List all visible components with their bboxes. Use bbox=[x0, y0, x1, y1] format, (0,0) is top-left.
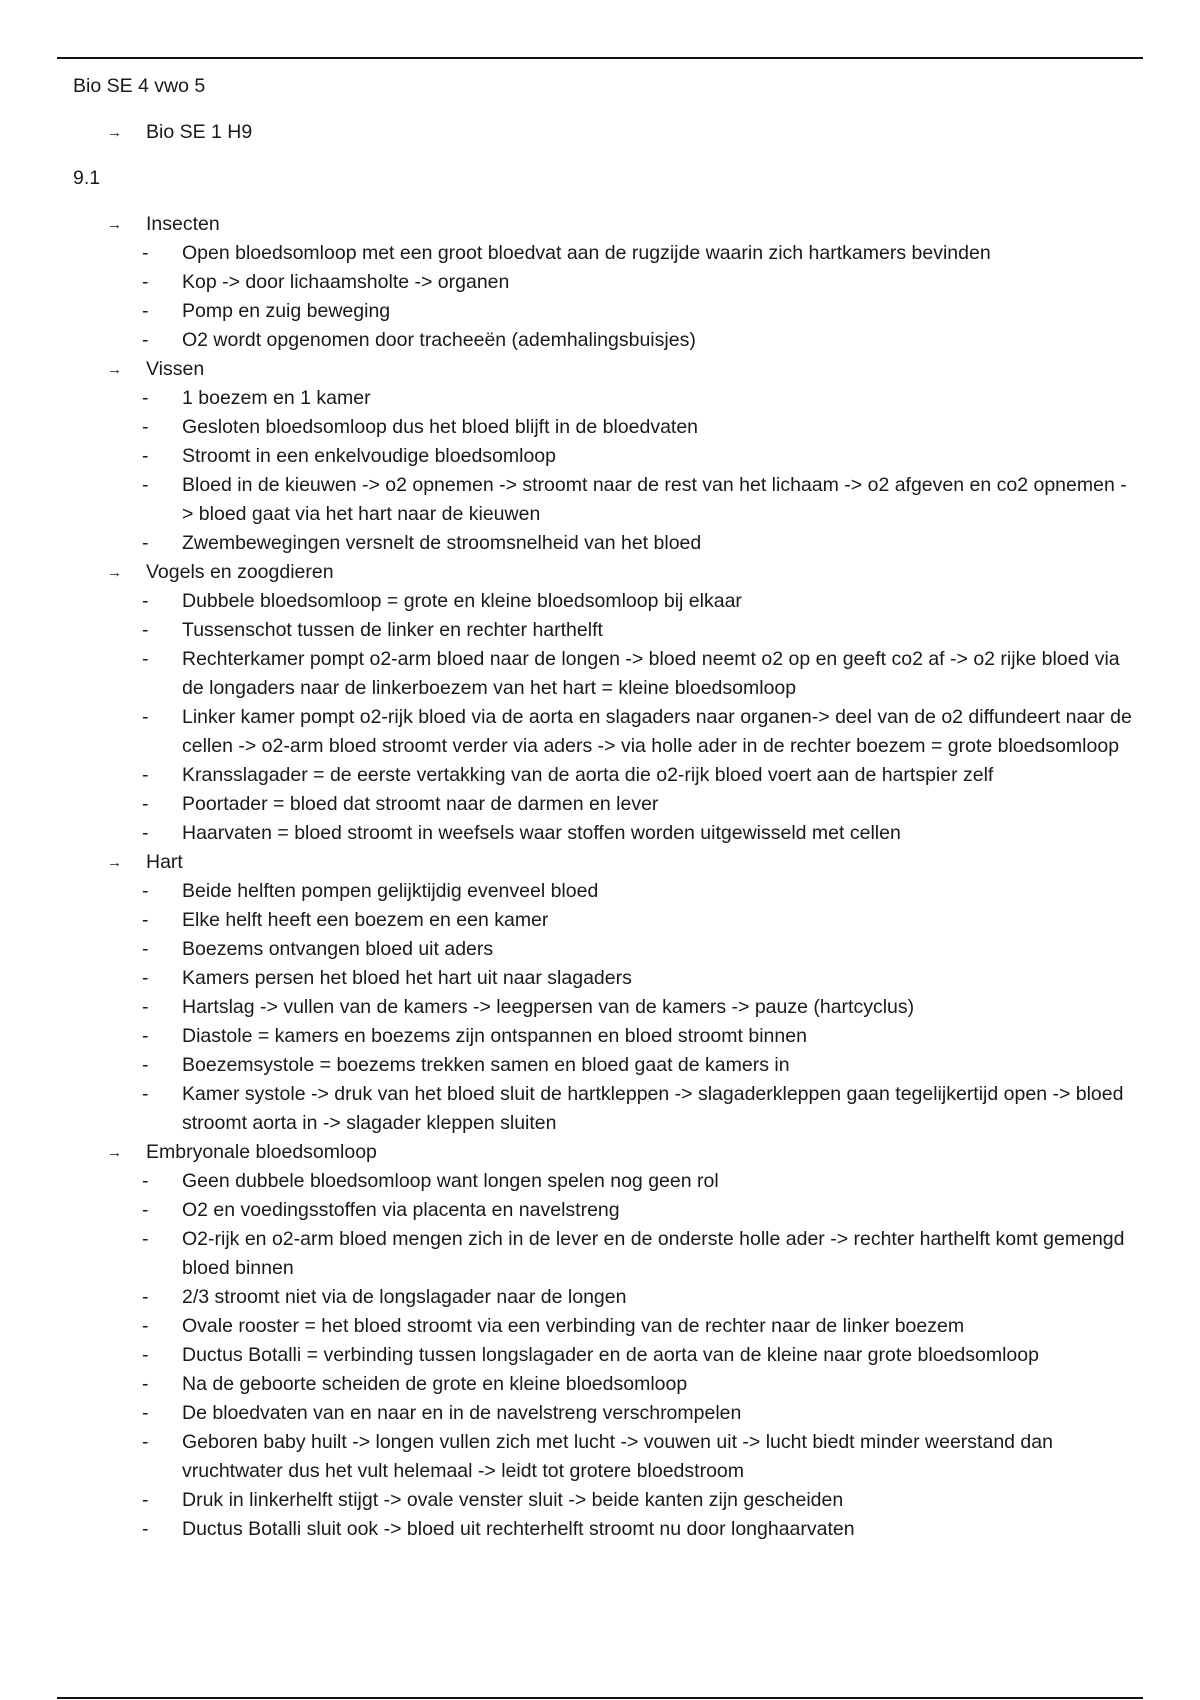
dash-bullet-icon: - bbox=[142, 1286, 149, 1308]
dash-bullet-icon: - bbox=[142, 445, 149, 467]
dash-bullet-icon: - bbox=[142, 1402, 149, 1424]
list-item-text: O2 en voedingsstoffen via placenta en navelstreng bbox=[182, 1199, 620, 1221]
list-item-text: Kop -> door lichaamsholte -> organen bbox=[182, 271, 510, 293]
bullet-list bbox=[0, 877, 1133, 1138]
dash-bullet-icon: - bbox=[142, 938, 149, 960]
dash-bullet-icon: - bbox=[142, 880, 149, 902]
list-item bbox=[0, 413, 1133, 442]
list-item-text: Kransslagader = de eerste vertakking van de aorta die o2-rijk bloed voert aan de hartspier zelf bbox=[182, 764, 994, 786]
dash-bullet-icon: - bbox=[142, 1083, 149, 1105]
dash-bullet-icon: - bbox=[142, 1228, 149, 1250]
list-item bbox=[0, 1051, 1133, 1080]
list-item-text: Geboren baby huilt -> longen vullen zich met lucht -> vouwen uit -> lucht biedt minder weerstand dan vruchtwater dus het vult helemaal -> leidt tot grotere bloedstroom bbox=[182, 1431, 1053, 1482]
dash-bullet-icon: - bbox=[142, 764, 149, 786]
dash-bullet-icon: - bbox=[142, 619, 149, 641]
list-item bbox=[0, 297, 1133, 326]
list-item bbox=[0, 1341, 1133, 1370]
list-item bbox=[0, 790, 1133, 819]
list-item-text: Diastole = kamers en boezems zijn ontspannen en bloed stroomt binnen bbox=[182, 1025, 807, 1047]
dash-bullet-icon: - bbox=[142, 590, 149, 612]
document-title: Bio SE 4 vwo 5 bbox=[73, 75, 206, 97]
dash-bullet-icon: - bbox=[142, 1315, 149, 1337]
list-item-text: Stroomt in een enkelvoudige bloedsomloop bbox=[182, 445, 556, 467]
bullet-list bbox=[0, 1167, 1133, 1544]
list-item bbox=[0, 1196, 1133, 1225]
list-item-text: Linker kamer pompt o2-rijk bloed via de aorta en slagaders naar organen-> deel van de o2 diffundeert naar de cellen -> o2-arm bloed stroomt verder via aders -> via holle ader in de rechter boezem = grote bloedsomloop bbox=[182, 706, 1132, 757]
list-item bbox=[0, 964, 1133, 993]
list-item bbox=[0, 993, 1133, 1022]
dash-bullet-icon: - bbox=[142, 909, 149, 931]
list-item-text: Dubbele bloedsomloop = grote en kleine bloedsomloop bij elkaar bbox=[182, 590, 742, 612]
list-item-text: 1 boezem en 1 kamer bbox=[182, 387, 371, 409]
list-item bbox=[0, 645, 1133, 703]
outline-group bbox=[0, 355, 1133, 558]
list-item bbox=[0, 1022, 1133, 1051]
list-item bbox=[0, 877, 1133, 906]
dash-bullet-icon: - bbox=[142, 822, 149, 844]
list-item-text: Open bloedsomloop met een groot bloedvat aan de rugzijde waarin zich hartkamers bevinden bbox=[182, 242, 991, 264]
bullet-list bbox=[0, 587, 1133, 848]
group-heading-label: Vogels en zoogdieren bbox=[146, 561, 334, 583]
list-item bbox=[0, 906, 1133, 935]
subtitle: Bio SE 1 H9 bbox=[146, 121, 253, 143]
dash-bullet-icon: - bbox=[142, 793, 149, 815]
list-item-text: Haarvaten = bloed stroomt in weefsels waar stoffen worden uitgewisseld met cellen bbox=[182, 822, 901, 844]
group-heading bbox=[0, 848, 1133, 877]
bullet-list bbox=[0, 239, 1133, 355]
list-item bbox=[0, 1486, 1133, 1515]
dash-bullet-icon: - bbox=[142, 996, 149, 1018]
dash-bullet-icon: - bbox=[142, 1431, 149, 1453]
list-item-text: Gesloten bloedsomloop dus het bloed blijft in de bloedvaten bbox=[182, 416, 699, 438]
outline-groups bbox=[0, 210, 1133, 1544]
list-item bbox=[0, 1283, 1133, 1312]
list-item bbox=[0, 1080, 1133, 1138]
document-body bbox=[73, 72, 1133, 1544]
dash-bullet-icon: - bbox=[142, 474, 149, 496]
dash-bullet-icon: - bbox=[142, 1025, 149, 1047]
section-number: 9.1 bbox=[73, 167, 101, 189]
list-item-text: Zwembewegingen versnelt de stroomsnelheid van het bloed bbox=[182, 532, 702, 554]
dash-bullet-icon: - bbox=[142, 1373, 149, 1395]
list-item bbox=[0, 1399, 1133, 1428]
list-item bbox=[0, 471, 1133, 529]
list-item bbox=[0, 616, 1133, 645]
dash-bullet-icon: - bbox=[142, 242, 149, 264]
dash-bullet-icon: - bbox=[142, 1518, 149, 1540]
list-item bbox=[0, 703, 1133, 761]
list-item bbox=[0, 1225, 1133, 1283]
list-item bbox=[0, 1167, 1133, 1196]
list-item-text: Elke helft heeft een boezem en een kamer bbox=[182, 909, 549, 931]
header-rule bbox=[57, 57, 1143, 59]
bullet-list bbox=[0, 384, 1133, 558]
dash-bullet-icon: - bbox=[142, 967, 149, 989]
list-item-text: Boezems ontvangen bloed uit aders bbox=[182, 938, 494, 960]
arrow-icon: → bbox=[107, 1144, 122, 1161]
list-item bbox=[0, 1515, 1133, 1544]
group-heading-label: Insecten bbox=[146, 213, 220, 235]
list-item-text: Beide helften pompen gelijktijdig evenveel bloed bbox=[182, 880, 599, 902]
outline-group bbox=[0, 1138, 1133, 1544]
list-item-text: Rechterkamer pompt o2-arm bloed naar de longen -> bloed neemt o2 op en geeft co2 af -> o2 rijke bloed via de longaders naar de linkerboezem van het hart = kleine bloedsomloop bbox=[182, 648, 1120, 699]
dash-bullet-icon: - bbox=[142, 1054, 149, 1076]
group-heading-label: Embryonale bloedsomloop bbox=[146, 1141, 377, 1163]
group-heading-label: Hart bbox=[146, 851, 183, 873]
list-item-text: Bloed in de kieuwen -> o2 opnemen -> stroomt naar de rest van het lichaam -> o2 afgeven en co2 opnemen -> bloed gaat via het hart naar de kieuwen bbox=[182, 474, 1127, 525]
footer-rule bbox=[57, 1697, 1143, 1699]
list-item bbox=[0, 384, 1133, 413]
arrow-icon: → bbox=[107, 124, 122, 141]
dash-bullet-icon: - bbox=[142, 300, 149, 322]
outline-group bbox=[0, 558, 1133, 848]
group-heading bbox=[0, 210, 1133, 239]
list-item-text: Geen dubbele bloedsomloop want longen spelen nog geen rol bbox=[182, 1170, 719, 1192]
dash-bullet-icon: - bbox=[142, 532, 149, 554]
dash-bullet-icon: - bbox=[142, 387, 149, 409]
arrow-icon: → bbox=[107, 361, 122, 378]
list-item-text: Ductus Botalli = verbinding tussen longslagader en de aorta van de kleine naar grote bloedsomloop bbox=[182, 1344, 1039, 1366]
list-item-text: Pomp en zuig beweging bbox=[182, 300, 391, 322]
list-item-text: Hartslag -> vullen van de kamers -> leegpersen van de kamers -> pauze (hartcyclus) bbox=[182, 996, 915, 1018]
group-heading bbox=[0, 1138, 1133, 1167]
list-item bbox=[0, 1312, 1133, 1341]
list-item bbox=[0, 761, 1133, 790]
list-item bbox=[0, 442, 1133, 471]
list-item-text: Boezemsystole = boezems trekken samen en bloed gaat de kamers in bbox=[182, 1054, 790, 1076]
list-item-text: De bloedvaten van en naar en in de navelstreng verschrompelen bbox=[182, 1402, 742, 1424]
group-heading bbox=[0, 558, 1133, 587]
dash-bullet-icon: - bbox=[142, 271, 149, 293]
list-item-text: Kamers persen het bloed het hart uit naar slagaders bbox=[182, 967, 632, 989]
dash-bullet-icon: - bbox=[142, 1199, 149, 1221]
list-item bbox=[0, 268, 1133, 297]
dash-bullet-icon: - bbox=[142, 648, 149, 670]
list-item-text: 2/3 stroomt niet via de longslagader naar de longen bbox=[182, 1286, 627, 1308]
arrow-icon: → bbox=[107, 854, 122, 871]
list-item-text: Ductus Botalli sluit ook -> bloed uit rechterhelft stroomt nu door longhaarvaten bbox=[182, 1518, 855, 1540]
list-item-text: Ovale rooster = het bloed stroomt via een verbinding van de rechter naar de linker boezem bbox=[182, 1315, 965, 1337]
list-item bbox=[0, 239, 1133, 268]
list-item-text: Kamer systole -> druk van het bloed sluit de hartkleppen -> slagaderkleppen gaan tegelijkertijd open -> bloed stroomt aorta in -> slagader kleppen sluiten bbox=[182, 1083, 1124, 1134]
list-item bbox=[0, 935, 1133, 964]
dash-bullet-icon: - bbox=[142, 706, 149, 728]
outline-group bbox=[0, 210, 1133, 355]
list-item-text: Poortader = bloed dat stroomt naar de darmen en lever bbox=[182, 793, 659, 815]
list-item bbox=[0, 1428, 1133, 1486]
group-heading bbox=[0, 355, 1133, 384]
subtitle-line bbox=[0, 118, 1133, 147]
list-item bbox=[0, 587, 1133, 616]
list-item bbox=[0, 529, 1133, 558]
list-item-text: Druk in linkerhelft stijgt -> ovale venster sluit -> beide kanten zijn gescheiden bbox=[182, 1489, 844, 1511]
dash-bullet-icon: - bbox=[142, 1170, 149, 1192]
list-item bbox=[0, 1370, 1133, 1399]
outline-group bbox=[0, 848, 1133, 1138]
list-item-text: Tussenschot tussen de linker en rechter harthelft bbox=[182, 619, 603, 641]
arrow-icon: → bbox=[107, 216, 122, 233]
dash-bullet-icon: - bbox=[142, 1489, 149, 1511]
arrow-icon: → bbox=[107, 564, 122, 581]
list-item-text: O2 wordt opgenomen door tracheeën (ademhalingsbuisjes) bbox=[182, 329, 696, 351]
group-heading-label: Vissen bbox=[146, 358, 205, 380]
list-item bbox=[0, 819, 1133, 848]
dash-bullet-icon: - bbox=[142, 1344, 149, 1366]
dash-bullet-icon: - bbox=[142, 416, 149, 438]
list-item bbox=[0, 326, 1133, 355]
dash-bullet-icon: - bbox=[142, 329, 149, 351]
list-item-text: O2-rijk en o2-arm bloed mengen zich in de lever en de onderste holle ader -> rechter harthelft komt gemengd bloed binnen bbox=[182, 1228, 1125, 1279]
list-item-text: Na de geboorte scheiden de grote en kleine bloedsomloop bbox=[182, 1373, 688, 1395]
